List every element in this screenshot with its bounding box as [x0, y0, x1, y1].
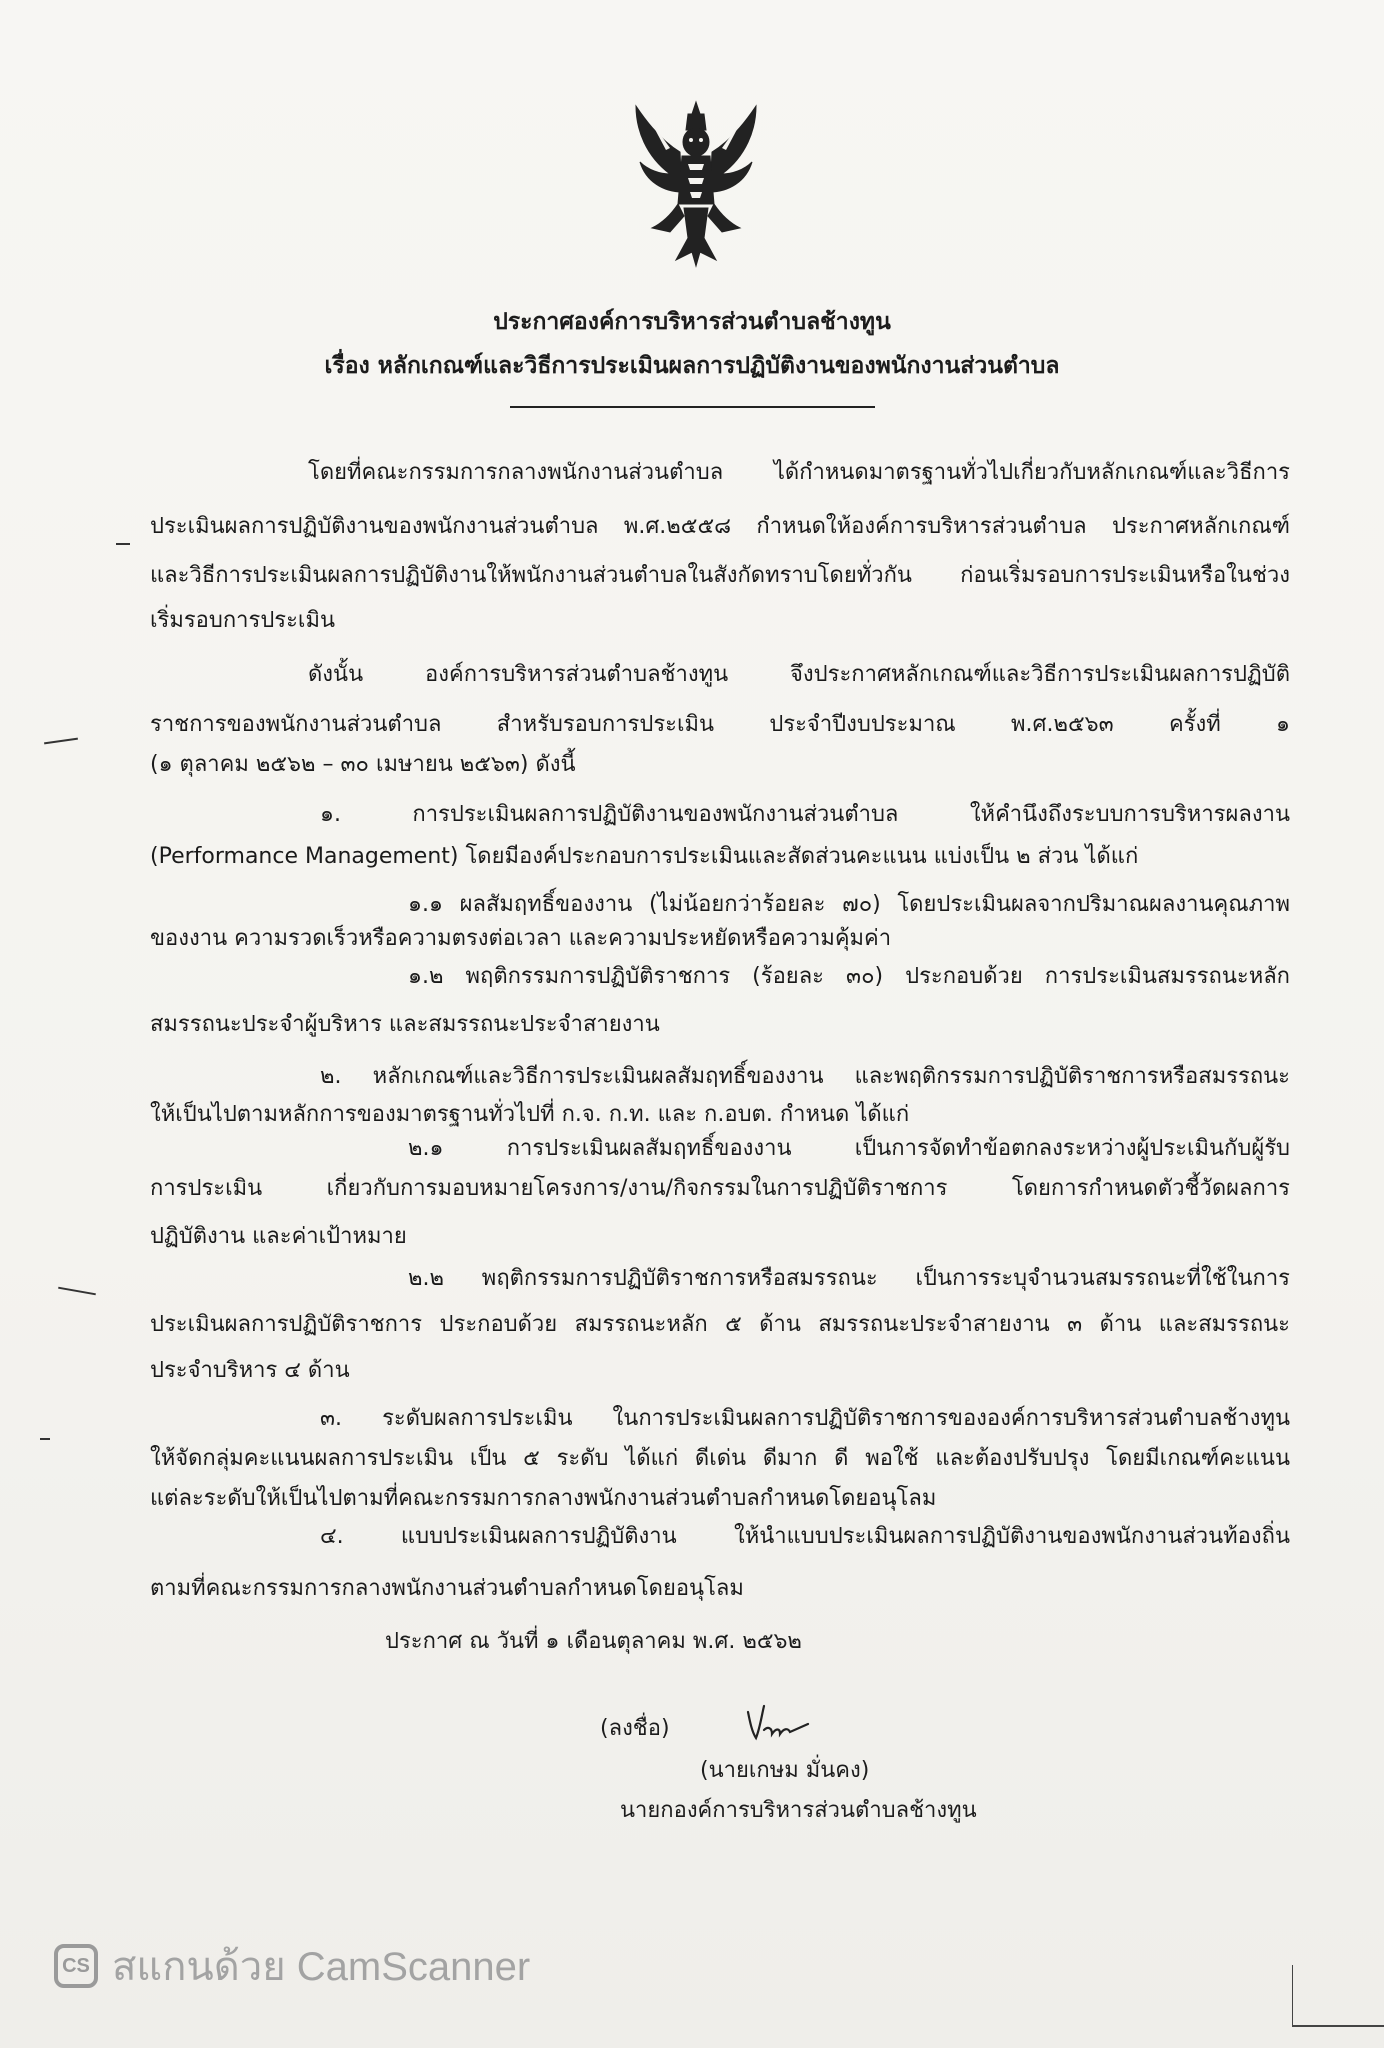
- body-line: เริ่มรอบการประเมิน: [150, 608, 335, 633]
- section-2-1-line: ๒.๑ การประเมินผลสัมฤทธิ์ของงาน เป็นการจัดทำข้อตกลงระหว่างผู้ประเมินกับผู้รับ: [408, 1136, 1290, 1161]
- body-line: ราชการของพนักงานส่วนตำบล สำหรับรอบการประเมิน ประจำปีงบประมาณ พ.ศ.๒๕๖๓ ครั้งที่ ๑: [150, 712, 1291, 737]
- title-divider: [510, 406, 875, 408]
- section-3-line: ให้จัดกลุ่มคะแนนผลการประเมิน เป็น ๕ ระดับ ได้แก่ ดีเด่น ดีมาก ดี พอใช้ และต้องปรับปรุง โดยมีเกณฑ์คะแนน: [150, 1446, 1290, 1471]
- scan-mark: [40, 1438, 50, 1440]
- camscanner-logo-icon: CS: [54, 1944, 98, 1988]
- body-line: โดยที่คณะกรรมการกลางพนักงานส่วนตำบล ได้กำหนดมาตรฐานทั่วไปเกี่ยวกับหลักเกณฑ์และวิธีการ: [308, 460, 1290, 485]
- section-2-2-line: ประจำบริหาร ๔ ด้าน: [150, 1358, 350, 1383]
- section-2-line: ให้เป็นไปตามหลักการของมาตรฐานทั่วไปที่ ก.จ. ก.ท. และ ก.อบต. กำหนด ได้แก่: [150, 1102, 910, 1127]
- section-1-line: (Performance Management) โดยมีองค์ประกอบการประเมินและสัดส่วนคะแนน แบ่งเป็น ๒ ส่วน ได้แก่: [150, 844, 1139, 869]
- garuda-emblem-icon: [630, 100, 762, 268]
- section-1-line: ๑. การประเมินผลการปฏิบัติงานของพนักงานส่วนตำบล ให้คำนึงถึงระบบการบริหารผลงาน: [320, 802, 1290, 827]
- section-2-2-line: ๒.๒ พฤติกรรมการปฏิบัติราชการหรือสมรรถนะ เป็นการระบุจำนวนสมรรถนะที่ใช้ในการ: [408, 1266, 1290, 1291]
- announcement-subject: เรื่อง หลักเกณฑ์และวิธีการประเมินผลการปฏิบัติงานของพนักงานส่วนตำบล: [324, 353, 1060, 379]
- section-1-2-line: สมรรถนะประจำผู้บริหาร และสมรรถนะประจำสายงาน: [150, 1012, 660, 1037]
- section-2-line: ๒. หลักเกณฑ์และวิธีการประเมินผลสัมฤทธิ์ของงาน และพฤติกรรมการปฏิบัติราชการหรือสมรรถนะ: [320, 1064, 1290, 1089]
- watermark-text: สแกนด้วย CamScanner: [112, 1945, 531, 1989]
- handwritten-signature: [742, 1700, 812, 1746]
- scan-mark: [116, 543, 130, 545]
- section-2-1-line: ปฏิบัติงาน และค่าเป้าหมาย: [150, 1224, 407, 1249]
- sign-label: (ลงชื่อ): [600, 1716, 670, 1741]
- scan-corner-mark: [1292, 1965, 1384, 2027]
- signer-name: (นายเกษม มั่นคง): [700, 1758, 870, 1783]
- title-block: [0, 300, 1384, 408]
- section-4-line: ๔. แบบประเมินผลการปฏิบัติงาน ให้นำแบบประเมินผลการปฏิบัติงานของพนักงานส่วนท้องถิ่น: [320, 1524, 1290, 1549]
- section-3-line: ๓. ระดับผลการประเมิน ในการประเมินผลการปฏิบัติราชการขององค์การบริหารส่วนตำบลช้างทูน: [320, 1406, 1290, 1431]
- section-2-1-line: การประเมิน เกี่ยวกับการมอบหมายโครงการ/งาน/กิจกรรมในการปฏิบัติราชการ โดยการกำหนดตัวชี้วัดผลการ: [150, 1176, 1290, 1201]
- section-2-2-line: ประเมินผลการปฏิบัติราชการ ประกอบด้วย สมรรถนะหลัก ๕ ด้าน สมรรถนะประจำสายงาน ๓ ด้าน และสมรรถนะ: [150, 1312, 1290, 1337]
- body-line: และวิธีการประเมินผลการปฏิบัติงานให้พนักงานส่วนตำบลในสังกัดทราบโดยทั่วกัน ก่อนเริ่มรอบการประเมินหรือในช่วง: [150, 563, 1290, 588]
- body-line: ดังนั้น องค์การบริหารส่วนตำบลช้างทูน จึงประกาศหลักเกณฑ์และวิธีการประเมินผลการปฏิบัติ: [308, 662, 1290, 687]
- body-line: (๑ ตุลาคม ๒๕๖๒ – ๓๐ เมษายน ๒๕๖๓) ดังนี้: [150, 752, 576, 777]
- section-1-2-line: ๑.๒ พฤติกรรมการปฏิบัติราชการ (ร้อยละ ๓๐) ประกอบด้วย การประเมินสมรรถนะหลัก: [408, 964, 1290, 989]
- section-3-line: แต่ละระดับให้เป็นไปตามที่คณะกรรมการกลางพนักงานส่วนตำบลกำหนดโดยอนุโลม: [150, 1486, 937, 1511]
- scan-mark: [58, 1287, 96, 1296]
- body-line: ประเมินผลการปฏิบัติงานของพนักงานส่วนตำบล พ.ศ.๒๕๕๘ กำหนดให้องค์การบริหารส่วนตำบล ประกาศหลักเกณฑ์: [150, 514, 1290, 539]
- announcement-title: ประกาศองค์การบริหารส่วนตำบลช้างทูน: [493, 309, 891, 335]
- camscanner-watermark: [54, 1940, 530, 1992]
- scan-mark: [44, 738, 78, 745]
- announcement-date: ประกาศ ณ วันที่ ๑ เดือนตุลาคม พ.ศ. ๒๕๖๒: [385, 1629, 802, 1654]
- section-1-1-line: ของงาน ความรวดเร็วหรือความตรงต่อเวลา และความประหยัดหรือความคุ้มค่า: [150, 926, 892, 951]
- section-1-1-line: ๑.๑ ผลสัมฤทธิ์ของงาน (ไม่น้อยกว่าร้อยละ ๗๐) โดยประเมินผลจากปริมาณผลงานคุณภาพ: [408, 892, 1290, 917]
- section-4-line: ตามที่คณะกรรมการกลางพนักงานส่วนตำบลกำหนดโดยอนุโลม: [150, 1576, 744, 1601]
- signer-title: นายกองค์การบริหารส่วนตำบลช้างทูน: [620, 1798, 977, 1823]
